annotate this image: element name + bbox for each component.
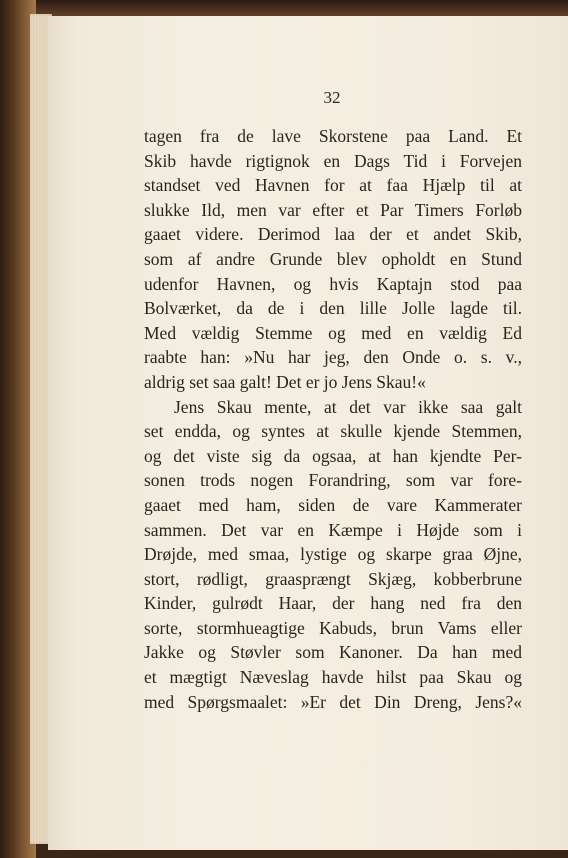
- text-line: Kinder, gulrødt Haar, der hang ned fra den: [144, 593, 522, 614]
- text-line: slukke Ild, men var efter et Par Timers Forløb: [144, 199, 522, 220]
- text-line: Bolværket, da de i den lille Jolle lagde til.: [144, 298, 522, 319]
- text-line: Drøjde, med smaa, lystige og skarpe graa Øjne,: [144, 544, 522, 565]
- text-line: Jakke og Støvler som Kanoner. Da han med: [144, 642, 522, 663]
- text-line: raabte han: »Nu har jeg, den Onde o. s. v.,: [144, 347, 522, 368]
- text-line: med Spørgsmaalet: »Er det Din Dreng, Jens?«: [144, 691, 522, 712]
- text-line: Med vældig Stemme og med en vældig Ed: [144, 322, 522, 343]
- text-line: gaaet videre. Derimod laa der et andet Skib,: [144, 224, 522, 245]
- text-line: set endda, og syntes at skulle kjende Stemmen,: [144, 421, 522, 442]
- text-line: sammen. Det var en Kæmpe i Højde som i: [144, 519, 522, 540]
- text-line: stort, rødligt, graasprængt Skjæg, kobberbrune: [144, 568, 522, 589]
- text-line: sonen trods nogen Forandring, som var fore-: [144, 470, 522, 491]
- text-line: tagen fra de lave Skorstene paa Land. Et: [144, 126, 522, 146]
- text-line: sorte, stormhueagtige Kabuds, brun Vams eller: [144, 617, 522, 638]
- text-line: aldrig set saa galt! Det er jo Jens Skau!«: [144, 371, 426, 392]
- page-text: [144, 124, 522, 714]
- text-line: Skib havde rigtignok en Dags Tid i Forvejen: [144, 150, 522, 171]
- text-line: som af andre Grunde blev opholdt en Stund: [144, 248, 522, 269]
- text-line: udenfor Havnen, og hvis Kaptajn stod paa: [144, 273, 522, 294]
- text-line: Jens Skau mente, at det var ikke saa galt: [174, 396, 522, 417]
- page-number: 32: [323, 88, 341, 107]
- text-line: gaaet med ham, siden de vare Kammerater: [144, 494, 522, 515]
- text-line: og det viste sig da ogsaa, at han kjendte Per-: [144, 445, 522, 466]
- text-line: standset ved Havnen for at faa Hjælp til at: [144, 175, 522, 196]
- text-line: et mægtigt Næveslag havde hilst paa Skau og: [144, 667, 522, 688]
